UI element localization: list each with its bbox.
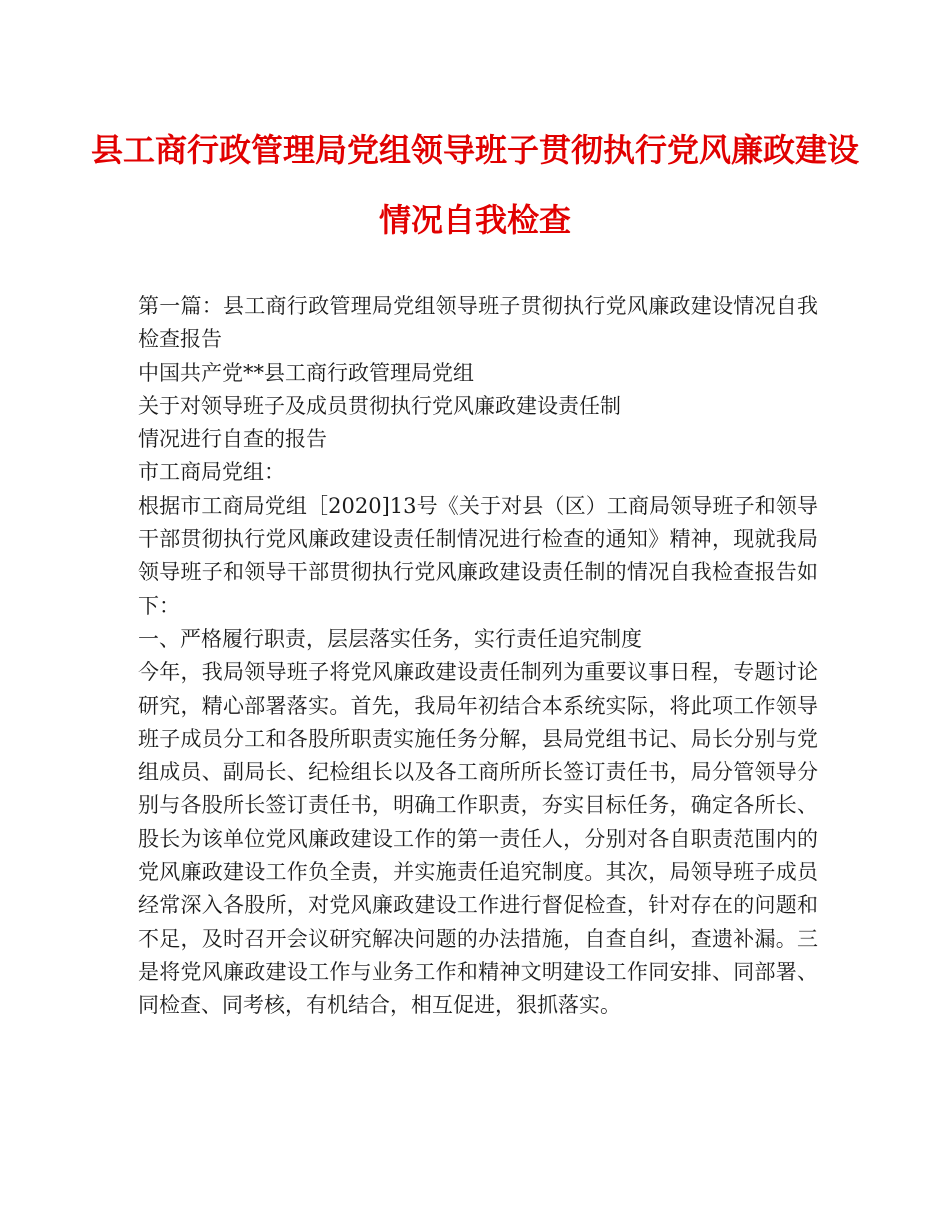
document-title-line-1: 县工商行政管理局党组领导班子贯彻执行党风廉政建设 xyxy=(90,131,859,169)
paragraph-report-title-2: 情况进行自查的报告 xyxy=(138,427,327,452)
paragraph-intro: 根据市工商局党组［2020]13号《关于对县（区）工商局领导班子和领导干部贯彻执行党风廉政建设责任制情况进行检查的通知》精神，现就我局领导班子和领导干部贯彻执行党风廉政建设责任制的情况自我检查报告如下： xyxy=(138,493,818,618)
paragraph-section-heading-1: 一、严格履行职责，层层落实任务，实行责任追究制度 xyxy=(138,626,642,651)
document-body xyxy=(138,290,818,1023)
document-title-line-2: 情况自我检查 xyxy=(378,201,571,239)
paragraph-salutation: 市工商局党组： xyxy=(138,460,285,485)
paragraph-report-title-1: 关于对领导班子及成员贯彻执行党风廉政建设责任制 xyxy=(138,393,621,418)
paragraph-chapter-heading: 第一篇：县工商行政管理局党组领导班子贯彻执行党风廉政建设情况自我检查报告 xyxy=(138,294,818,352)
paragraph-section-body-1: 今年，我局领导班子将党风廉政建设责任制列为重要议事日程，专题讨论研究，精心部署落实。首先，我局年初结合本系统实际，将此项工作领导班子成员分工和各股所职责实施任务分解，县局党组书记、局长分别与党组成员、副局长、纪检组长以及各工商所所长签订责任书，局分管领导分别与各股所长签订责任书，明确工作职责，夯实目标任务，确定各所长、股长为该单位党风廉政建设工作的第一责任人，分别对各自职责范围内的党风廉政建设工作负全责，并实施责任追究制度。其次，局领导班子成员经常深入各股所，对党风廉政建设工作进行督促检查，针对存在的问题和不足，及时召开会议研究解决问题的办法措施，自查自纠，查遗补漏。三是将党风廉政建设工作与业务工作和精神文明建设工作同安排、同部署、同检查、同考核，有机结合，相互促进，狠抓落实。 xyxy=(138,660,818,1018)
paragraph-issuer: 中国共产党**县工商行政管理局党组 xyxy=(138,360,474,385)
